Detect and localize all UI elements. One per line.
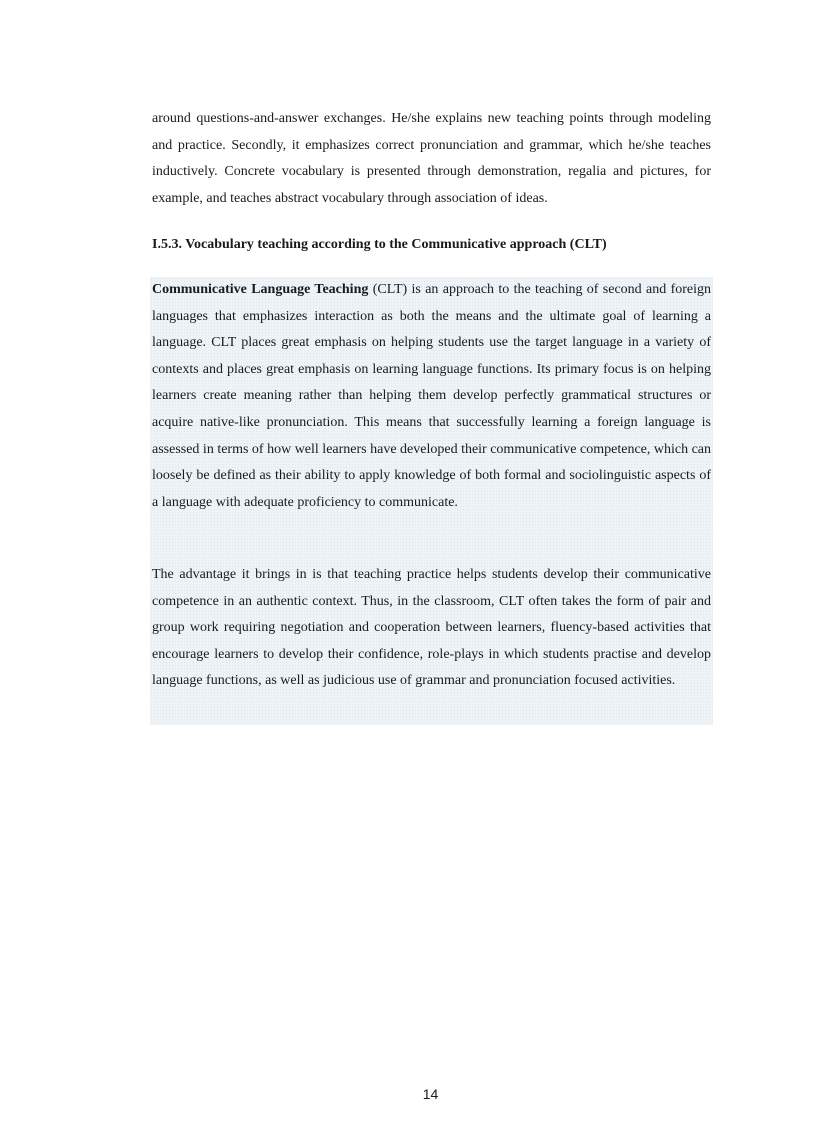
bold-term-clt: Communicative Language Teaching [152, 282, 369, 297]
paragraph-clt-advantage: The advantage it brings in is that teaching practice helps students develop their communicative competence in an authentic context. Thus, in the classroom, CLT often takes the form of pair and group work requiring negotiation and cooperation between learners, fluency-based activities that encourage learners to develop their confidence, role-plays in which students practise and develop language functions, as well as judicious use of grammar and pronunciation focused activities. [152, 567, 711, 689]
paragraph-clt-definition-text: (CLT) is an approach to the teaching of second and foreign languages that emphasizes interaction as both the means and the ultimate goal of learning a language. CLT places great emphasis on helping students use the target language in a variety of contexts and places great emphasis on learning language functions. Its primary focus is on helping learners create meaning rather than helping them develop perfectly grammatical structures or acquire native-like pronunciation. This means that successfully learning a foreign language is assessed in terms of how well learners have developed their communicative competence, which can loosely be defined as their ability to apply knowledge of both formal and sociolinguistic aspects of a language with adequate proficiency to communicate. [152, 282, 712, 510]
section-heading: I.5.3. Vocabulary teaching according to the Communicative approach (CLT) [152, 237, 607, 252]
paragraph-direct-method-continuation: around questions-and-answer exchanges. He/she explains new teaching points through modeling and practice. Secondly, it emphasizes correct pronunciation and grammar, which he/she teaches inductively. Concrete vocabulary is presented through demonstration, regalia and pictures, for example, and teaches abstract vocabulary through association of ideas. [152, 111, 711, 206]
page-number: 14 [422, 1086, 439, 1102]
paragraph-clt-definition [152, 277, 711, 516]
